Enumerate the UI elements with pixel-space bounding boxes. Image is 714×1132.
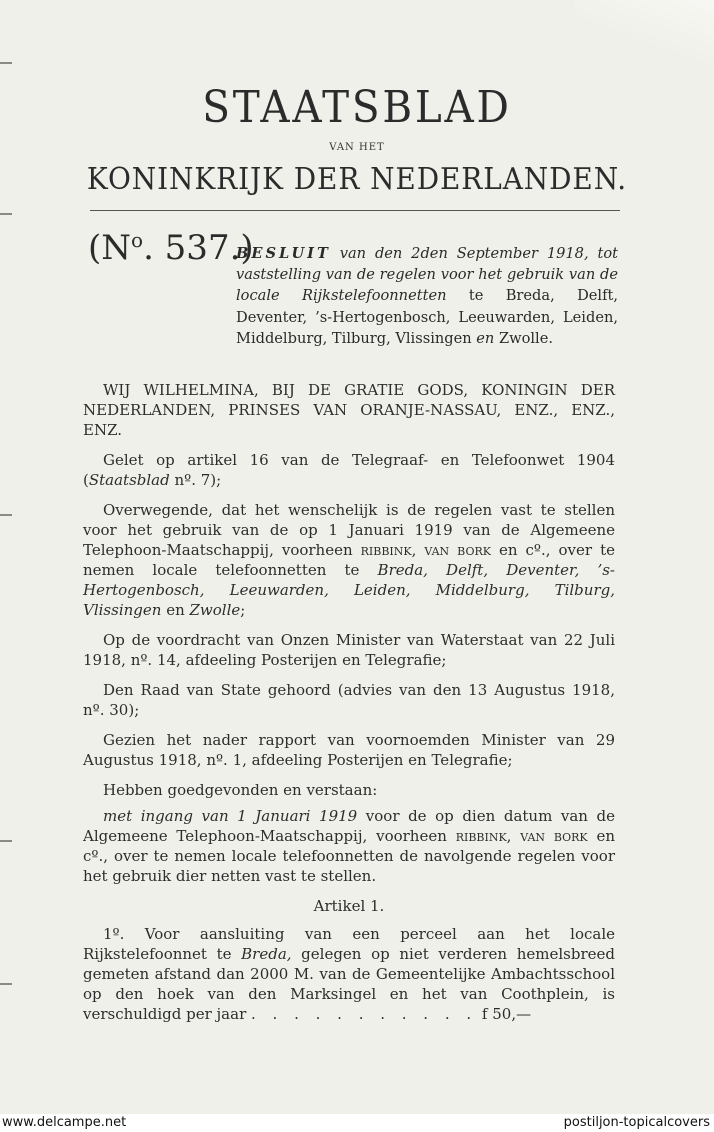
watermark-bar	[0, 1114, 714, 1132]
margin-mark	[0, 213, 12, 215]
gazette-subtitle: VAN HET	[329, 142, 385, 153]
paragraph-overwegende: Overwegende, dat het wenschelijk is de regelen vast te stellen voor het gebruik van de op 1 Januari 1919 van de Algemeene Telephoon-Maatschappij, voorheen ribbink, van bork en cº., over te nemen locale telefoonnetten te Breda, Delft, Deventer, ’s-Hertogenbosch, Leeuwarden, Leiden, Middelburg, Tilburg, Vlissingen en Zwolle;	[83, 501, 615, 619]
paragraph-ingang: met ingang van 1 Januari 1919 voor de op dien datum van de Algemeene Telephoon-Maatschappij, voorheen ribbink, van bork en cº., over te nemen locale telefoonnetten de navolgende regelen voor het gebruik dier netten vast te stellen.	[83, 807, 615, 885]
decree-number: ($N^o$. 537.)	[88, 228, 254, 268]
preamble: WIJ WILHELMINA, BIJ DE GRATIE GODS, KONINGIN DER NEDERLANDEN, PRINSES VAN ORANJE-NASSAU, ENZ., ENZ., ENZ.	[83, 381, 615, 439]
header-rule	[90, 210, 620, 211]
article-paragraph: 1º. Voor aansluiting van een perceel aan het locale Rijkstelefoonnet te Breda, gelegen op niet verderen hemelsbreed gemeten afstand dan 2000 M. van de Gemeentelijke Ambachtsschool op den hoek van den Marksingel en het van Coothplein, is verschuldigd per jaar . . . . . . . . . . . f 50,—	[83, 925, 615, 1023]
fee-amount: f 50,—	[477, 1005, 532, 1023]
article-heading: Artikel 1.	[313, 897, 385, 915]
watermark-right: postiljon-topicalcovers	[563, 1115, 710, 1130]
gazette-title: STAATSBLAD	[202, 82, 512, 133]
decree-heading: BESLUIT van den 2den September 1918, tot vaststelling van de regelen voor het gebruik van de locale Rijkstelefoonnetten te Breda, Delft, Deventer, ’s-Hertogenbosch, Leeuwarden, Leiden, Middelburg, Tilburg, Vlissingen en Zwolle.	[236, 245, 619, 347]
paragraph-gezien: Gezien het nader rapport van voornoemden Minister van 29 Augustus 1918, nº. 1, afdeeling Posterijen en Telegrafie;	[83, 731, 615, 769]
paragraph-raad: Den Raad van State gehoord (advies van den 13 Augustus 1918, nº. 30);	[83, 681, 615, 719]
kingdom-title: KONINKRIJK DER NEDERLANDEN.	[86, 162, 628, 197]
margin-mark	[0, 514, 12, 516]
margin-mark	[0, 983, 12, 985]
besluit-label: BESLUIT	[236, 245, 331, 262]
paragraph-gelet: Gelet op artikel 16 van de Telegraaf- en Telefoonwet 1904 (Staatsblad nº. 7);	[83, 451, 615, 489]
decree-body	[83, 380, 615, 1034]
margin-mark	[0, 840, 12, 842]
page-corner	[574, 0, 714, 70]
watermark-left: www.delcampe.net	[2, 1115, 127, 1130]
paragraph-hebben: Hebben goedgevonden en verstaan:	[103, 781, 378, 799]
margin-mark	[0, 62, 12, 64]
paragraph-voordracht: Op de voordracht van Onzen Minister van Waterstaat van 22 Juli 1918, nº. 14, afdeeling Posterijen en Telegrafie;	[83, 631, 615, 669]
